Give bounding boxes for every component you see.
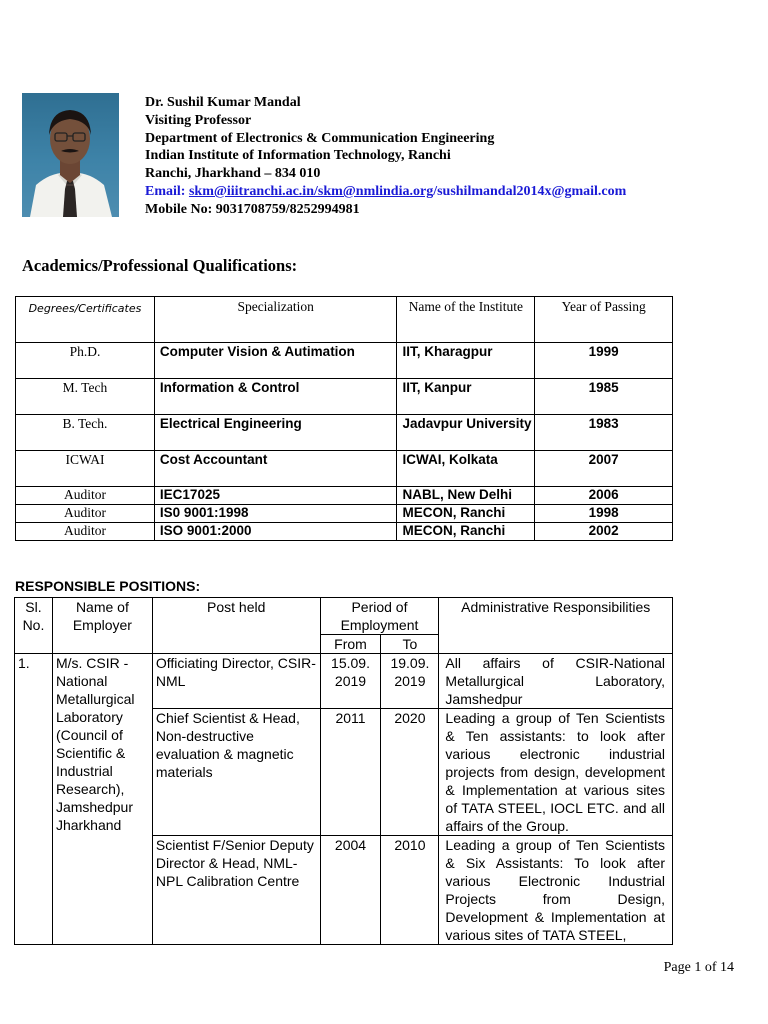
email-link[interactable]: skm@iiitranchi.ac.in/skm@nmlindia.org [188,183,434,199]
table-header-row [16,297,673,343]
table-row [16,343,673,379]
responsibility-cell: All affairs of CSIR-National Metallurgical Laboratory, Jamshedpur [439,654,673,709]
table-row [16,523,673,541]
table-row [16,379,673,415]
email-line [145,183,626,201]
col-header-sl: Sl. No. [15,598,53,654]
qualifications-table [15,296,673,541]
degree-cell: M. Tech [16,379,155,415]
col-header-degree: Degrees/Certificates [16,297,155,343]
table-row [16,415,673,451]
degree-cell: Auditor [16,505,155,523]
table-row [15,654,673,709]
institute-cell: MECON, Ranchi [397,523,535,541]
col-header-post: Post held [152,598,320,654]
institute-cell: IIT, Kanpur [397,379,535,415]
specialization-cell: Information & Control [154,379,397,415]
table-row [16,505,673,523]
from-cell: 15.09. 2019 [320,654,381,709]
specialization-cell: ISO 9001:2000 [154,523,397,541]
profile-photo [22,93,119,217]
col-header-to: To [381,635,439,654]
degree-cell: Auditor [16,487,155,505]
employer-cell: M/s. CSIR - National Metallurgical Laboratory (Council of Scientific & Industrial Research), Jamshedpur Jharkhand [52,654,152,945]
person-name: Dr. Sushil Kumar Mandal [145,95,301,110]
address: Ranchi, Jharkhand – 834 010 [145,166,321,182]
post-cell: Officiating Director, CSIR-NML [152,654,320,709]
post-cell: Scientist F/Senior Deputy Director & Head, NML-NPL Calibration Centre [152,836,320,945]
from-cell: 2011 [320,709,381,836]
specialization-cell: IEC17025 [154,487,397,505]
to-cell: 2010 [381,836,439,945]
institute-cell: MECON, Ranchi [397,505,535,523]
specialization-cell: Cost Accountant [154,451,397,487]
degree-cell: ICWAI [16,451,155,487]
year-cell: 2006 [535,487,673,505]
positions-table [14,597,673,945]
table-row [16,451,673,487]
person-title: Visiting Professor [145,112,252,128]
to-cell: 2020 [381,709,439,836]
specialization-cell: IS0 9001:1998 [154,505,397,523]
year-cell: 1999 [535,343,673,379]
year-cell: 1985 [535,379,673,415]
col-header-year: Year of Passing [535,297,673,343]
degree-cell: B. Tech. [16,415,155,451]
qualifications-title: Academics/Professional Qualifications: [22,256,298,275]
col-header-period: Period of Employment [320,598,439,635]
year-cell: 2007 [535,451,673,487]
sl-no-cell: 1. [15,654,53,945]
to-cell: 19.09. 2019 [381,654,439,709]
specialization-cell: Computer Vision & Autimation [154,343,397,379]
col-header-specialization: Specialization [154,297,397,343]
mobile: Mobile No: 9031708759/8252994981 [145,201,360,217]
email-label: Email: [145,183,189,199]
col-header-employer: Name of Employer [52,598,152,654]
contact-header [145,94,626,219]
email-rest: /sushilmandal2014x@gmail.com [433,183,627,199]
responsibility-cell: Leading a group of Ten Scientists & Six Assistants: To look after various Electronic Industrial Projects from Design, Development & Implementation at various sites of TATA STEEL, [439,836,673,945]
positions-title: RESPONSIBLE POSITIONS: [15,578,201,594]
degree-cell: Ph.D. [16,343,155,379]
responsibility-cell: Leading a group of Ten Scientists & Ten assistants: to look after various electronic industrial projects from design, development & Implementation at various sites of TATA STEEL, IOCL ETC. and all affairs of the Group. [439,709,673,836]
post-cell: Chief Scientist & Head, Non-destructive evaluation & magnetic materials [152,709,320,836]
department: Department of Electronics & Communication Engineering [145,130,495,146]
institute-cell: NABL, New Delhi [397,487,535,505]
col-header-admin: Administrative Responsibilities [439,598,673,654]
institute: Indian Institute of Information Technology, Ranchi [145,148,451,164]
from-cell: 2004 [320,836,381,945]
table-row [16,487,673,505]
institute-cell: Jadavpur University [397,415,535,451]
col-header-from: From [320,635,381,654]
year-cell: 2002 [535,523,673,541]
institute-cell: IIT, Kharagpur [397,343,535,379]
degree-cell: Auditor [16,523,155,541]
institute-cell: ICWAI, Kolkata [397,451,535,487]
year-cell: 1998 [535,505,673,523]
table-header-row [15,598,673,635]
year-cell: 1983 [535,415,673,451]
col-header-institute: Name of the Institute [397,297,535,343]
page-number: Page 1 of 14 [663,960,734,975]
specialization-cell: Electrical Engineering [154,415,397,451]
